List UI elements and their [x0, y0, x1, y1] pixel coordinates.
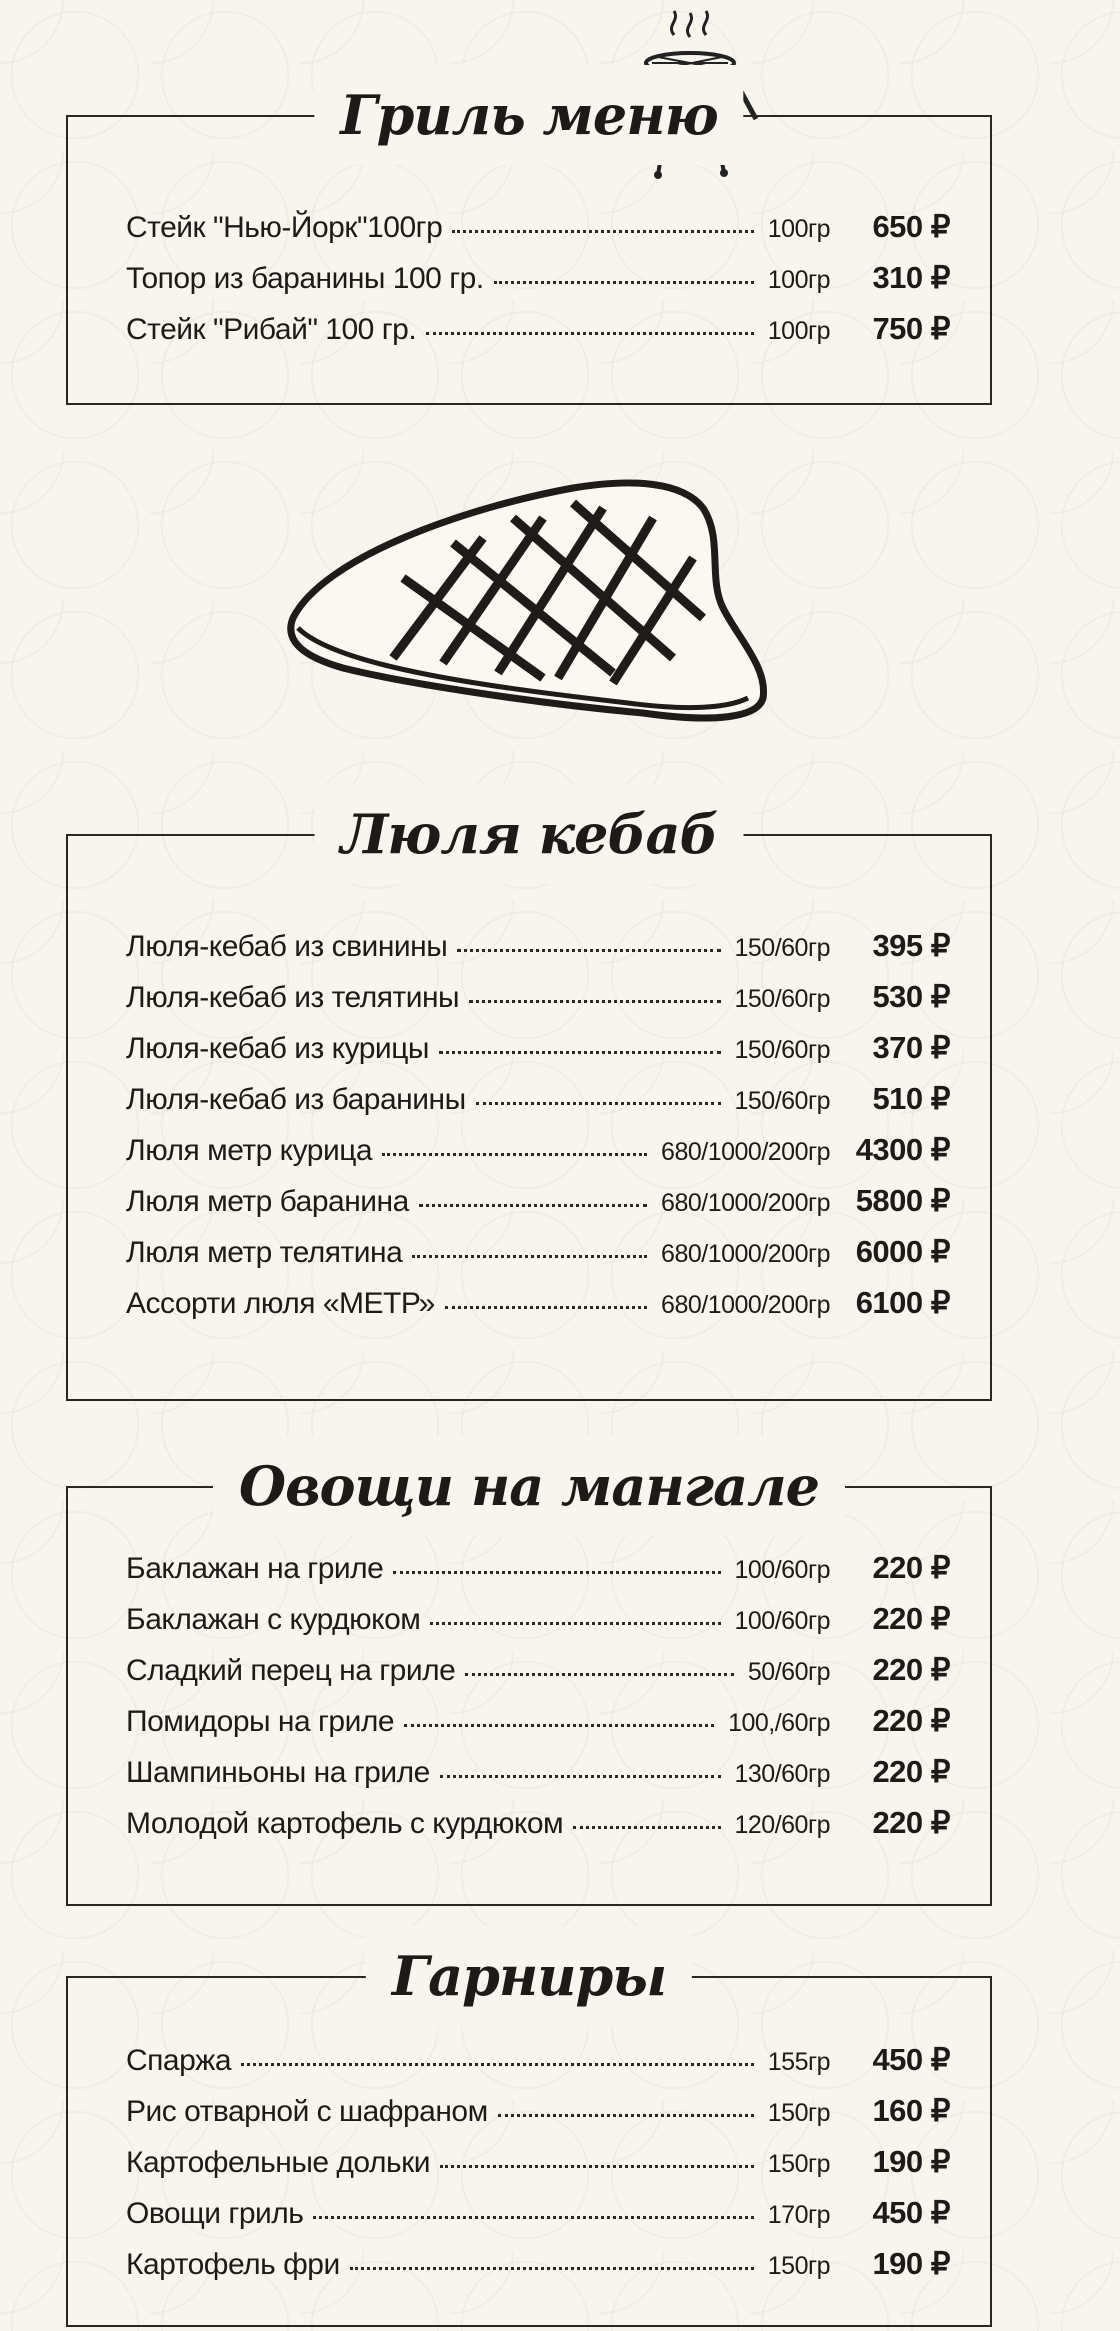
item-price: 6000 ₽: [855, 1234, 950, 1269]
menu-item: [126, 2246, 950, 2297]
menu-item: [126, 1550, 950, 1601]
item-weight: 680/1000/200гр: [661, 1240, 830, 1268]
item-price: 450 ₽: [872, 2042, 950, 2077]
item-name: Картофельные дольки: [126, 2146, 430, 2179]
item-name: Люля-кебаб из телятины: [126, 981, 460, 1014]
dot-leader: [313, 2216, 753, 2219]
item-price: 450 ₽: [872, 2195, 950, 2230]
menu-item: [126, 2144, 950, 2195]
menu-item: [126, 2093, 950, 2144]
menu-section: [66, 83, 992, 405]
menu-item: [126, 209, 950, 260]
dot-leader: [469, 1000, 720, 1003]
item-weight: 170гр: [767, 2201, 830, 2229]
item-weight: 100,/60гр: [728, 1709, 830, 1737]
menu-section: [66, 1454, 992, 1906]
item-price: 220 ₽: [872, 1754, 950, 1789]
item-name: Люля метр курица: [126, 1134, 373, 1167]
item-name: Молодой картофель с курдюком: [126, 1807, 564, 1840]
dot-leader: [430, 1622, 720, 1625]
item-price: 750 ₽: [872, 311, 950, 346]
menu-item: [126, 2042, 950, 2093]
item-name: Люля-кебаб из свинины: [126, 930, 448, 963]
dot-leader: [439, 1051, 721, 1054]
section-title: Гарниры: [366, 1926, 692, 2026]
menu-item: [126, 1703, 950, 1754]
item-weight: 150/60гр: [734, 985, 830, 1013]
menu-item: [126, 1601, 950, 1652]
menu-section: [66, 802, 992, 1401]
menu-item: [126, 1652, 950, 1703]
item-weight: 155гр: [767, 2048, 830, 2076]
menu-item: [126, 1754, 950, 1805]
menu-items: [126, 2042, 950, 2297]
item-name: Спаржа: [126, 2044, 232, 2077]
dot-leader: [426, 332, 754, 335]
menu-item: [126, 311, 950, 362]
section-title: Гриль меню: [314, 65, 743, 165]
dot-leader: [350, 2267, 754, 2270]
item-price: 370 ₽: [872, 1030, 950, 1065]
item-weight: 680/1000/200гр: [661, 1291, 830, 1319]
item-weight: 150гр: [767, 2099, 830, 2127]
item-name: Стейк "Рибай" 100 гр.: [126, 313, 417, 346]
menu-item: [126, 1805, 950, 1856]
item-name: Овощи гриль: [126, 2197, 304, 2230]
item-name: Баклажан на гриле: [126, 1552, 384, 1585]
item-price: 220 ₽: [872, 1601, 950, 1636]
menu-items: [126, 209, 950, 362]
item-price: 510 ₽: [872, 1081, 950, 1116]
item-price: 650 ₽: [872, 209, 950, 244]
item-price: 530 ₽: [872, 979, 950, 1014]
dot-leader: [457, 949, 720, 952]
item-name: Люля-кебаб из баранины: [126, 1083, 466, 1116]
item-name: Люля-кебаб из курицы: [126, 1032, 429, 1065]
menu-item: [126, 260, 950, 311]
menu-items: [126, 928, 950, 1336]
item-weight: 680/1000/200гр: [661, 1189, 830, 1217]
menu-section: [66, 1944, 992, 2327]
section-title: Люля кебаб: [314, 784, 743, 884]
dot-leader: [404, 1724, 714, 1727]
item-weight: 130/60гр: [734, 1760, 830, 1788]
item-weight: 150гр: [767, 2252, 830, 2280]
item-weight: 100гр: [767, 317, 830, 345]
item-weight: 50/60гр: [747, 1658, 830, 1686]
item-price: 6100 ₽: [855, 1285, 950, 1320]
menu-items: [126, 1550, 950, 1856]
item-name: Люля метр баранина: [126, 1185, 409, 1218]
item-weight: 680/1000/200гр: [661, 1138, 830, 1166]
item-price: 5800 ₽: [855, 1183, 950, 1218]
item-name: Шампиньоны на гриле: [126, 1756, 430, 1789]
item-weight: 100гр: [767, 266, 830, 294]
dot-leader: [498, 2114, 754, 2117]
item-weight: 150/60гр: [734, 934, 830, 962]
menu-item: [126, 1285, 950, 1336]
menu-item: [126, 1132, 950, 1183]
item-price: 160 ₽: [872, 2093, 950, 2128]
menu-item: [126, 979, 950, 1030]
item-name: Люля метр телятина: [126, 1236, 403, 1269]
menu-item: [126, 1030, 950, 1081]
item-weight: 120/60гр: [734, 1811, 830, 1839]
item-price: 220 ₽: [872, 1652, 950, 1687]
menu-item: [126, 2195, 950, 2246]
dot-leader: [476, 1102, 721, 1105]
dot-leader: [494, 281, 754, 284]
menu-item: [126, 1183, 950, 1234]
dot-leader: [440, 2165, 754, 2168]
item-name: Ассорти люля «МЕТР»: [126, 1287, 435, 1320]
item-price: 310 ₽: [872, 260, 950, 295]
item-name: Картофель фри: [126, 2248, 340, 2281]
dot-leader: [393, 1571, 720, 1574]
item-weight: 100/60гр: [734, 1556, 830, 1584]
item-price: 395 ₽: [872, 928, 950, 963]
dot-leader: [419, 1204, 647, 1207]
item-name: Рис отварной с шафраном: [126, 2095, 488, 2128]
menu-item: [126, 1234, 950, 1285]
item-weight: 150/60гр: [734, 1036, 830, 1064]
section-title: Овощи на мангале: [213, 1436, 845, 1536]
menu-item: [126, 1081, 950, 1132]
dot-leader: [452, 230, 753, 233]
dot-leader: [440, 1775, 721, 1778]
item-price: 220 ₽: [872, 1703, 950, 1738]
item-weight: 150/60гр: [734, 1087, 830, 1115]
item-name: Стейк "Нью-Йорк"100гр: [126, 211, 443, 244]
item-name: Баклажан с курдюком: [126, 1603, 421, 1636]
dot-leader: [445, 1306, 647, 1309]
item-price: 220 ₽: [872, 1805, 950, 1840]
dot-leader: [382, 1153, 647, 1156]
item-price: 4300 ₽: [855, 1132, 950, 1167]
dot-leader: [573, 1826, 720, 1829]
item-name: Топор из баранины 100 гр.: [126, 262, 484, 295]
menu-item: [126, 928, 950, 979]
item-weight: 100/60гр: [734, 1607, 830, 1635]
item-price: 190 ₽: [872, 2246, 950, 2281]
item-price: 220 ₽: [872, 1550, 950, 1585]
dot-leader: [465, 1673, 734, 1676]
item-weight: 100гр: [767, 215, 830, 243]
steak-illustration: [283, 468, 773, 738]
item-name: Помидоры на гриле: [126, 1705, 395, 1738]
dot-leader: [412, 1255, 647, 1258]
dot-leader: [241, 2063, 754, 2066]
item-weight: 150гр: [767, 2150, 830, 2178]
item-name: Сладкий перец на гриле: [126, 1654, 456, 1687]
item-price: 190 ₽: [872, 2144, 950, 2179]
